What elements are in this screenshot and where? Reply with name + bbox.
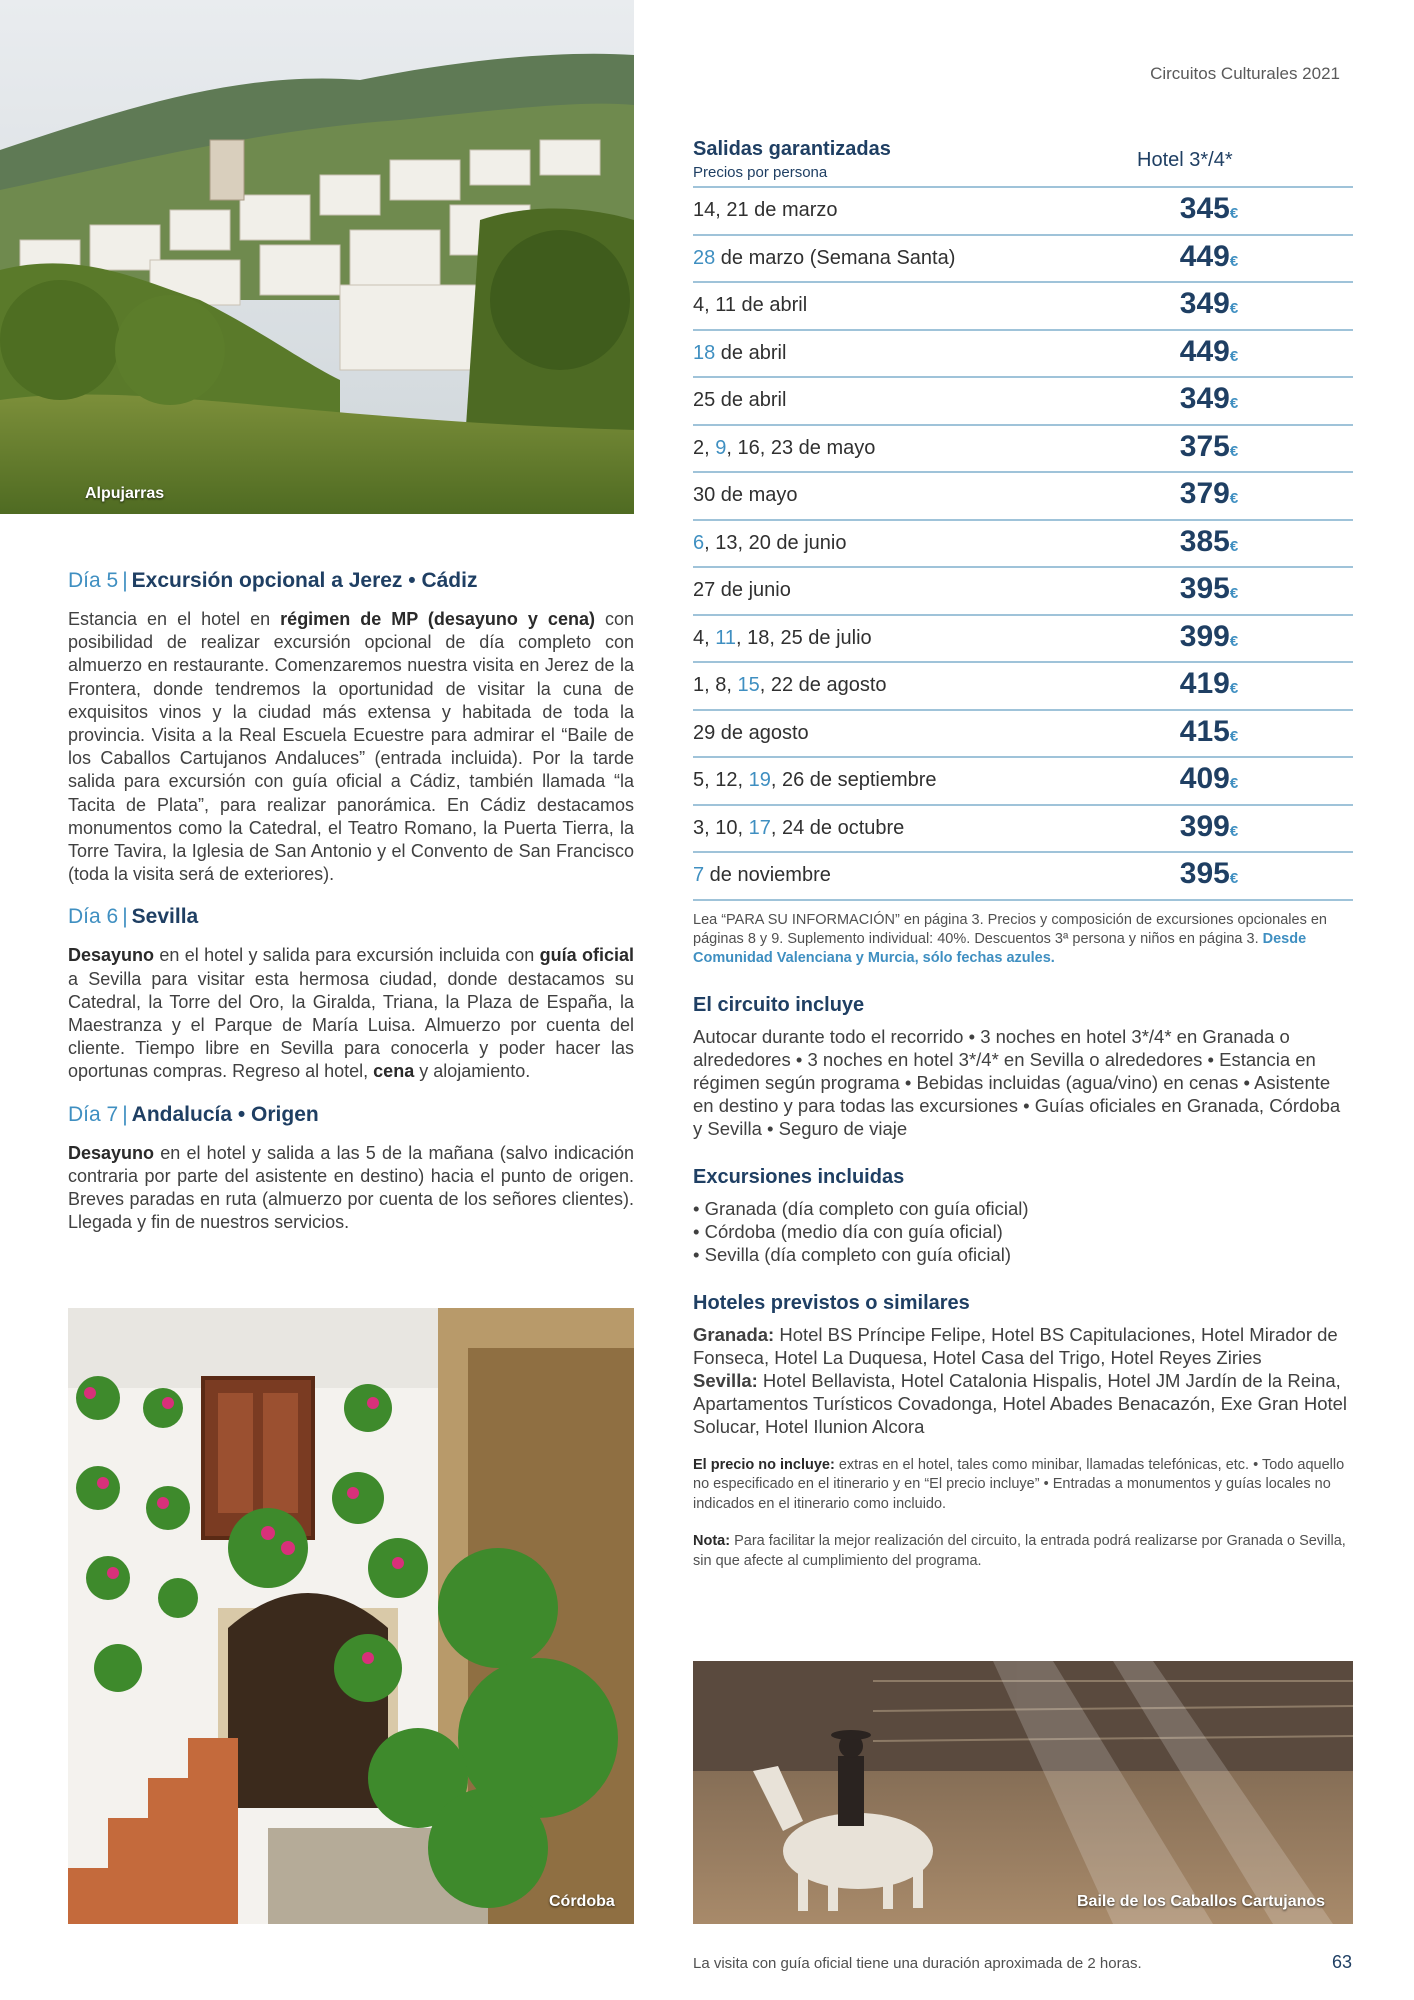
highlighted-date: 7 xyxy=(693,864,705,886)
date-text: 27 de junio xyxy=(693,579,791,601)
price-amount: 395 xyxy=(1179,572,1230,605)
day-6-label: Día 6 xyxy=(68,905,119,929)
bold-text: cena xyxy=(373,1061,415,1082)
divider: | xyxy=(122,569,128,592)
currency-symbol: € xyxy=(1229,442,1239,460)
price-amount: 345 xyxy=(1179,192,1230,225)
departure-dates xyxy=(693,864,831,887)
departure-dates xyxy=(693,437,875,460)
price-value xyxy=(1161,715,1257,749)
highlighted-date: 15 xyxy=(737,674,760,696)
price-row xyxy=(693,378,1353,426)
price-amount: 349 xyxy=(1179,382,1230,415)
price-row xyxy=(693,283,1353,331)
price-amount: 415 xyxy=(1179,714,1230,748)
nota xyxy=(693,1532,1353,1571)
departure-dates xyxy=(693,579,791,602)
bold-text: Desayuno xyxy=(68,1142,155,1163)
departure-dates xyxy=(693,199,838,222)
price-row xyxy=(693,758,1353,806)
alpujarras-caption: Alpujarras xyxy=(85,485,165,502)
text: Hotel Bellavista, Hotel Catalonia Hispalis, Hotel JM Jardín de la Reina, Apartamentos Turísticos Covadonga, Hotel Abades Benacazón, Exe Gran Hotel Solucar, Hotel Ilunion Alcora xyxy=(693,1369,1348,1437)
departure-dates xyxy=(693,389,786,412)
highlighted-date: 19 xyxy=(748,769,771,791)
price-row xyxy=(693,711,1353,759)
date-text: , 16, 23 de mayo xyxy=(726,436,876,459)
currency-symbol: € xyxy=(1229,490,1239,507)
footer-note: La visita con guía oficial tiene una duración aproximada de 2 horas. xyxy=(693,1955,1142,1972)
price-table-note xyxy=(693,911,1353,968)
price-row xyxy=(693,473,1353,521)
departure-dates xyxy=(693,342,786,365)
day-6-description xyxy=(68,944,634,1083)
not-included-note xyxy=(693,1456,1353,1515)
date-text: 29 de agosto xyxy=(693,721,809,744)
price-value xyxy=(1161,525,1257,559)
day-7-description xyxy=(68,1142,634,1235)
price-row xyxy=(693,236,1353,284)
highlighted-date: 11 xyxy=(715,626,737,649)
itinerary-column xyxy=(68,568,634,1252)
price-amount: 399 xyxy=(1179,809,1230,843)
text: Hotel BS Príncipe Felipe, Hotel BS Capitulaciones, Hotel Mirador de Fonseca, Hotel La Duquesa, Hotel Casa del Trigo, Hotel Reyes Ziries xyxy=(693,1323,1338,1368)
excursion-item: • Córdoba (medio día con guía oficial) xyxy=(693,1220,1003,1242)
caballos-cartujanos-photo xyxy=(693,1661,1353,1924)
price-value xyxy=(1161,477,1257,511)
price-value xyxy=(1161,430,1257,464)
currency-symbol: € xyxy=(1229,680,1239,697)
hotels-granada xyxy=(693,1323,1353,1369)
price-table-subtitle: Precios por persona xyxy=(693,164,828,181)
highlighted-date: 18 xyxy=(693,341,716,364)
date-text: , 18, 25 de julio xyxy=(736,626,872,649)
day-6-title xyxy=(68,904,634,930)
day-7-heading: Andalucía • Origen xyxy=(131,1102,319,1126)
date-text: de marzo (Semana Santa) xyxy=(715,246,956,269)
date-text: , 26 de septiembre xyxy=(770,769,937,791)
text: con posibilidad de realizar excursión opcional de día completo con almuerzo en restaurante. Comenzaremos nuestra visita en Jerez de la Frontera, donde tendremos la oportunidad de visitar la cuna de exquisitos vinos y la ciudad más extensa y habitada de toda la provincia. Visita a la Real Escuela Ecuestre para admirar el “Baile de los Caballos Cartujanos Andaluces” (entrada incluida). Por la tarde salida para excursión con guía oficial a Cádiz, también llamada “la Tacita de Plata”, para realizar panorámica. En Cádiz destacamos monumentos como la Catedral, el Teatro Romano, la Puerta Tierra, la Torre Tavira, la Iglesia de San Antonio y el Convento de San Francisco (toda la visita será de exteriores). xyxy=(68,609,634,885)
date-text: 25 de abril xyxy=(693,389,787,411)
price-value xyxy=(1161,762,1257,796)
currency-symbol: € xyxy=(1229,775,1239,792)
day-5-heading: Excursión opcional a Jerez • Cádiz xyxy=(131,569,478,592)
price-amount: 349 xyxy=(1179,287,1230,320)
currency-symbol: € xyxy=(1229,347,1239,365)
date-text: , 13, 20 de junio xyxy=(704,531,847,554)
price-row xyxy=(693,616,1353,664)
divider: | xyxy=(122,905,128,929)
price-value xyxy=(1161,857,1257,891)
highlighted-date: 28 xyxy=(693,246,716,269)
departure-dates xyxy=(693,484,798,507)
city-label: Sevilla: xyxy=(693,1369,758,1391)
day-5-title xyxy=(68,568,634,594)
day-7-label: Día 7 xyxy=(68,1102,119,1126)
departure-dates xyxy=(693,294,807,317)
price-amount: 419 xyxy=(1179,667,1230,700)
includes-title: El circuito incluye xyxy=(693,993,865,1016)
text: Lea “PARA SU INFORMACIÓN” en página 3. Precios y composición de excursiones opcionales en páginas 8 y 9. Suplemento individual: 40%. Descuentos 3ª persona y niños en página 3. xyxy=(693,911,1327,947)
price-amount: 375 xyxy=(1179,429,1230,463)
price-value xyxy=(1161,667,1257,701)
city-label: Granada: xyxy=(693,1323,775,1345)
departure-dates xyxy=(693,769,937,792)
departure-dates xyxy=(693,627,872,650)
price-row xyxy=(693,568,1353,616)
currency-symbol: € xyxy=(1229,870,1239,887)
price-amount: 409 xyxy=(1179,762,1230,795)
cordoba-caption: Córdoba xyxy=(549,1893,615,1910)
price-value xyxy=(1161,810,1257,844)
date-text: 4, xyxy=(693,626,716,649)
text: en el hotel y salida a las 5 de la mañana (salvo indicación contraria por parte del asistente en destino) hacia el punto de origen. Breves paradas en ruta (almuerzo por cuenta de los señores clientes). Llegada y fin de nuestros servicios. xyxy=(68,1142,634,1233)
day-7-title xyxy=(68,1102,634,1128)
day-6-heading: Sevilla xyxy=(131,905,199,929)
page-header-title: Circuitos Culturales 2021 xyxy=(1150,64,1340,83)
price-table-body xyxy=(693,188,1353,901)
price-row xyxy=(693,521,1353,569)
cordoba-photo xyxy=(68,1308,634,1924)
departure-dates xyxy=(693,532,846,555)
label: Nota: xyxy=(693,1533,731,1549)
price-row xyxy=(693,853,1353,901)
date-text: de noviembre xyxy=(704,864,831,886)
price-amount: 379 xyxy=(1179,477,1230,510)
price-info-column xyxy=(693,136,1353,1571)
departure-dates xyxy=(693,722,809,745)
bold-text: régimen de MP (desayuno y cena) xyxy=(280,609,595,629)
text: extras en el hotel, tales como minibar, llamadas telefónicas, etc. • Todo aquello no especificado en el itinerario y en “El precio incluye” • Entradas a monumentos y guías locales no indicados en el itinerario como incluido. xyxy=(693,1456,1345,1512)
currency-symbol: € xyxy=(1229,585,1239,602)
price-row xyxy=(693,663,1353,711)
price-value xyxy=(1161,240,1257,274)
price-amount: 399 xyxy=(1179,619,1230,653)
text: Para facilitar la mejor realización del circuito, la entrada podrá realizarse por Granada o Sevilla, sin que afecte al cumplimiento del programa. xyxy=(693,1533,1346,1569)
price-value xyxy=(1161,287,1257,321)
departure-dates xyxy=(693,674,887,697)
hotels-title: Hoteles previstos o similares xyxy=(693,1291,970,1314)
caballos-caption: Baile de los Caballos Cartujanos xyxy=(1077,1893,1326,1910)
divider: | xyxy=(122,1102,128,1126)
text: y alojamiento. xyxy=(414,1061,531,1082)
date-text: 4, 11 de abril xyxy=(693,294,808,316)
price-amount: 395 xyxy=(1179,857,1230,890)
highlighted-date: 17 xyxy=(748,816,771,839)
excursion-item: • Granada (día completo con guía oficial) xyxy=(693,1197,1029,1219)
departure-dates xyxy=(693,817,904,840)
price-value xyxy=(1161,620,1257,654)
day-5-label: Día 5 xyxy=(68,569,119,592)
date-text: 30 de mayo xyxy=(693,484,798,506)
alpujarras-photo xyxy=(0,0,634,514)
highlight-text: Desde Comunidad Valenciana y Murcia, sólo fechas azules. xyxy=(693,930,1307,966)
price-value xyxy=(1161,192,1257,226)
price-row xyxy=(693,426,1353,474)
date-text: 14, 21 de marzo xyxy=(693,199,838,221)
excursion-item: • Sevilla (día completo con guía oficial) xyxy=(693,1243,1012,1265)
price-amount: 449 xyxy=(1179,239,1230,273)
date-text: , 22 de agosto xyxy=(759,674,887,696)
excursions-title: Excursiones incluidas xyxy=(693,1165,905,1188)
highlighted-date: 9 xyxy=(715,436,727,459)
departure-dates xyxy=(693,247,955,270)
bold-text: Desayuno xyxy=(68,945,155,966)
currency-symbol: € xyxy=(1229,395,1239,412)
currency-symbol: € xyxy=(1229,537,1239,555)
text: en el hotel y salida para excursión incluida con xyxy=(154,945,540,966)
day-5-description xyxy=(68,608,634,886)
currency-symbol: € xyxy=(1229,727,1239,745)
price-value xyxy=(1161,382,1257,416)
date-text: 3, 10, xyxy=(693,816,749,839)
hotels-sevilla xyxy=(693,1369,1353,1438)
price-row xyxy=(693,188,1353,236)
currency-symbol: € xyxy=(1229,822,1239,840)
date-text: 5, 12, xyxy=(693,769,749,791)
highlighted-date: 6 xyxy=(693,531,705,554)
price-table-header xyxy=(693,136,1353,188)
date-text: , 24 de octubre xyxy=(770,816,905,839)
price-amount: 385 xyxy=(1179,524,1230,558)
currency-symbol: € xyxy=(1229,252,1239,270)
page-number: 63 xyxy=(1331,1952,1352,1972)
bold-text: guía oficial xyxy=(539,945,634,966)
price-amount: 449 xyxy=(1179,334,1230,368)
currency-symbol: € xyxy=(1229,205,1239,222)
date-text: 2, xyxy=(693,436,716,459)
price-value xyxy=(1161,572,1257,606)
price-row xyxy=(693,806,1353,854)
currency-symbol: € xyxy=(1229,632,1239,650)
price-value xyxy=(1161,335,1257,369)
price-row xyxy=(693,331,1353,379)
currency-symbol: € xyxy=(1229,300,1239,317)
text: Estancia en el hotel en xyxy=(68,609,281,629)
date-text: 1, 8, xyxy=(693,674,738,696)
text: a Sevilla para visitar esta hermosa ciudad, donde destacamos su Catedral, la Torre del Oro, la Giralda, Triana, la Plaza de España, la Maestranza y el Parque de María Luisa. Almuerzo por cuenta del cliente. Tiempo libre en Sevilla para conocerla y poder hacer las oportunas compras. Regreso al hotel, xyxy=(68,968,634,1082)
price-table-title: Salidas garantizadas xyxy=(693,138,891,160)
label: El precio no incluye: xyxy=(693,1456,835,1473)
hotel-category-header: Hotel 3*/4* xyxy=(1137,149,1233,171)
date-text: de abril xyxy=(715,341,787,364)
includes-text: Autocar durante todo el recorrido • 3 noches en hotel 3*/4* en Granada o alrededores • 3 noches en hotel 3*/4* en Sevilla o alrededores • Estancia en régimen según programa • Bebidas incluidas (agua/vino) en cenas • Asistente en destino y para todas las excursiones • Guías oficiales en Granada, Córdoba y Sevilla • Seguro de viaje xyxy=(693,1025,1341,1139)
